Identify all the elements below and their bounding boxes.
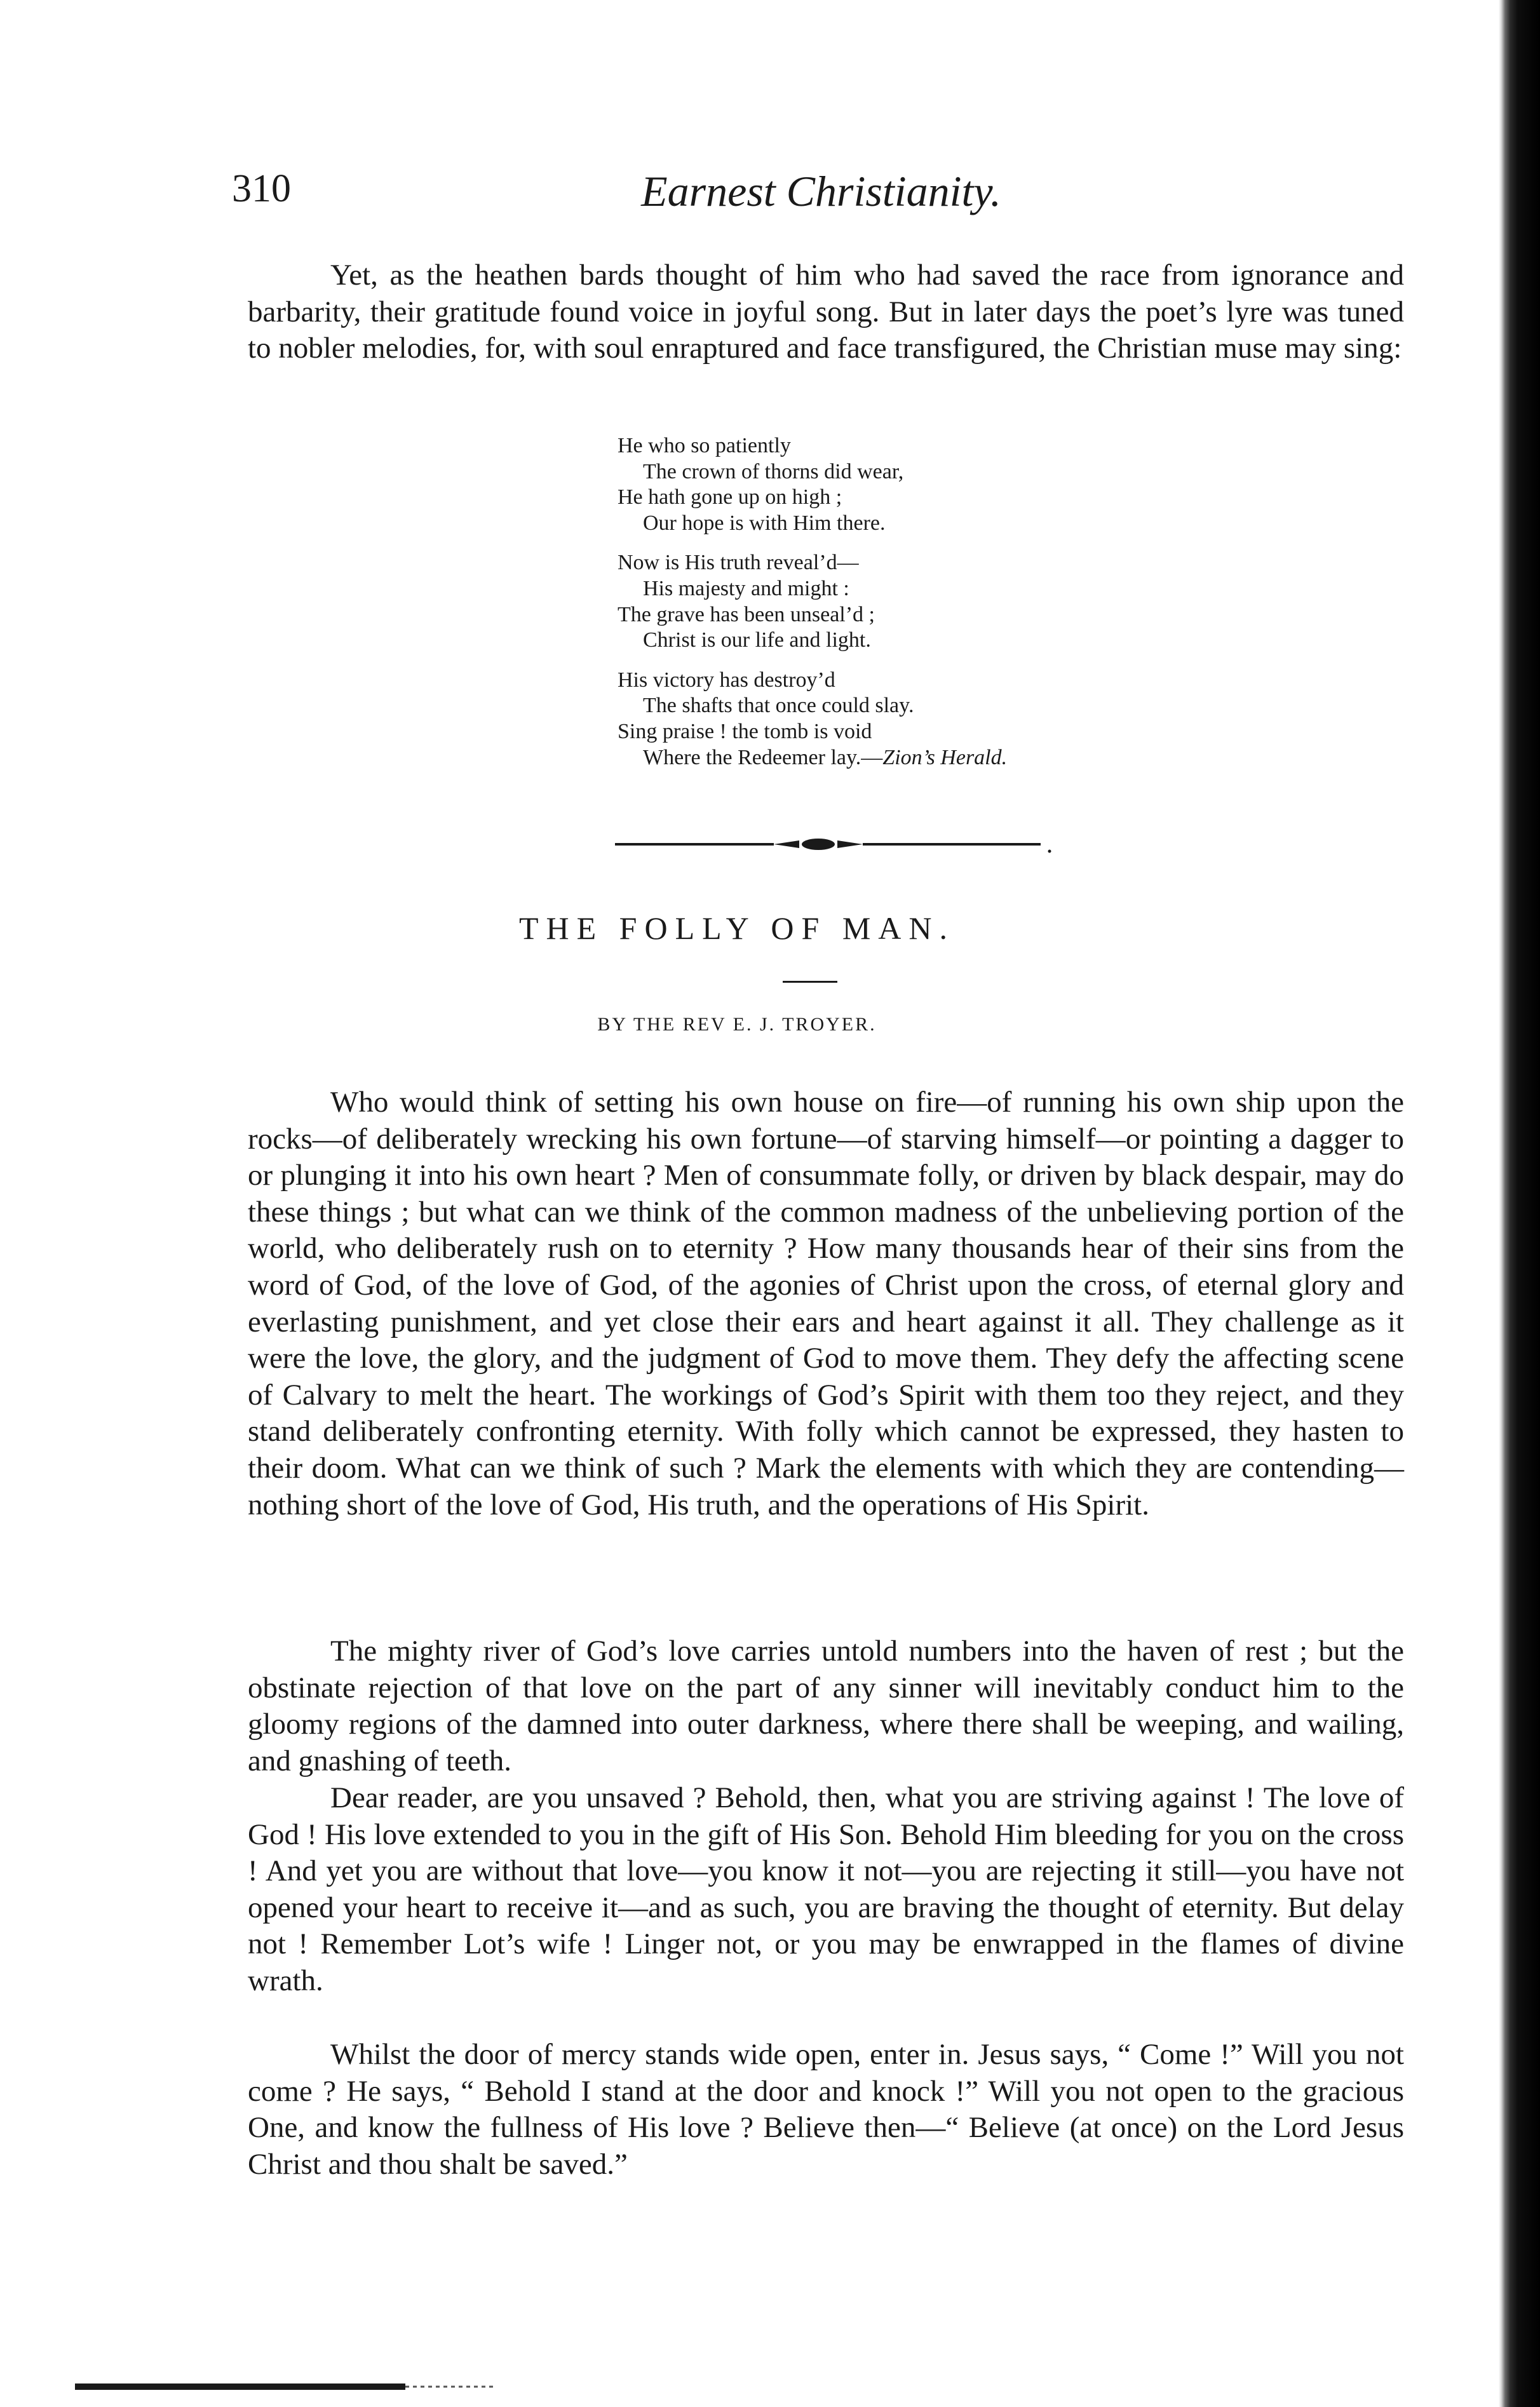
poem-stanza: [618, 668, 1227, 771]
book-spine-shadow: [1480, 0, 1540, 2407]
intro-paragraph: Yet, as the heathen bards thought of him who had saved the race from ignorance and barbarity, their gratitude found voice in joyful song. But in later days the poet’s lyre was tuned to nobler melodies, for, with soul enraptured and face transfigured, the Christian muse may sing:: [248, 259, 1404, 365]
poem-line: The shafts that once could slay.: [643, 694, 914, 718]
running-title: Earnest Christianity.: [641, 167, 1001, 215]
poem-line: Now is His truth reveal’d—: [618, 551, 859, 575]
page-number: 310: [232, 167, 291, 210]
article-title: THE FOLLY OF MAN.: [518, 910, 956, 946]
poem-line: Sing praise ! the tomb is void: [618, 719, 872, 743]
article-byline: BY THE REV E. J. TROYER.: [597, 1014, 877, 1035]
poem-line: Our hope is with Him there.: [643, 511, 886, 535]
poem-line-text: Where the Redeemer lay.—: [643, 745, 883, 769]
poem-line: The crown of thorns did wear,: [643, 459, 904, 483]
poem-line: The grave has been unseal’d ;: [618, 602, 875, 626]
poem-line: [618, 745, 1227, 771]
article-paragraph: The mighty river of God’s love carries untold numbers into the haven of rest ; but the obstinate rejection of that love on the part of any sinner will inevitably conduct him to the gloomy regions of the damned into outer darkness, where there shall be weeping, and wailing, and gnashing of teeth.: [248, 1635, 1404, 1777]
printer-rule-mark: [75, 2381, 494, 2392]
poem-attribution: Zion’s Herald.: [882, 745, 1008, 769]
poem-line: His victory has destroy’d: [618, 668, 835, 692]
poem-line: He who so patiently: [618, 434, 791, 457]
page-header: [232, 166, 1410, 224]
poem-stanza: [618, 550, 1227, 653]
poem-line: His majesty and might :: [643, 576, 849, 600]
article-paragraph: Who would think of setting his own house on fire—of running his own ship upon the rocks—of deliberately wrecking his own fortune—of starving himself—or pointing a dagger to or plunging it into his own heart ? Men of consummate folly, or driven by black despair, may do these things ; but what can we think of the common madness of the unbelieving portion of the world, who deliberately rush on to eternity ? How many thousands hear of their sins from the word of God, of the love of God, of the agonies of Christ upon the cross, of eternal glory and everlasting punishment, and yet close their ears and heart against it all. They challenge as it were the love, the glory, and the judgment of God to move them. They defy the affecting scene of Calvary to melt the heart. The workings of God’s Spirit with them too they reject, and they stand deliberately confronting eternity. With folly which cannot be expressed, they hasten to their doom. What can we think of such ? Mark the elements with which they are contending—nothing short of the love of God, His truth, and the operations of His Spirit.: [248, 1086, 1404, 1521]
poem: [618, 433, 1227, 785]
ornament-divider: [615, 836, 1053, 855]
article-paragraph: Whilst the door of mercy stands wide open, enter in. Jesus says, “ Come !” Will you not come ? He says, “ Behold I stand at the door and knock !” Will you not open to the gracious One, and know the fullness of His love ? Believe then—“ Believe (at once) on the Lord Jesus Christ and thou shalt be saved.”: [248, 2038, 1404, 2181]
article-paragraph: Dear reader, are you unsaved ? Behold, then, what you are striving against ! The love of God ! His love extended to you in the gift of His Son. Behold Him bleeding for you on the cross ! And yet you are without that love—you know it not—you are rejecting it still—you have not opened your heart to receive it—and as such, you are braving the thought of eternity. But delay not ! Remember Lot’s wife ! Linger not, or you may be enwrapped in the flames of divine wrath.: [248, 1781, 1404, 1997]
poem-stanza: [618, 433, 1227, 536]
poem-line: Christ is our life and light.: [643, 628, 871, 652]
poem-line: He hath gone up on high ;: [618, 485, 842, 509]
title-rule: [783, 981, 837, 983]
